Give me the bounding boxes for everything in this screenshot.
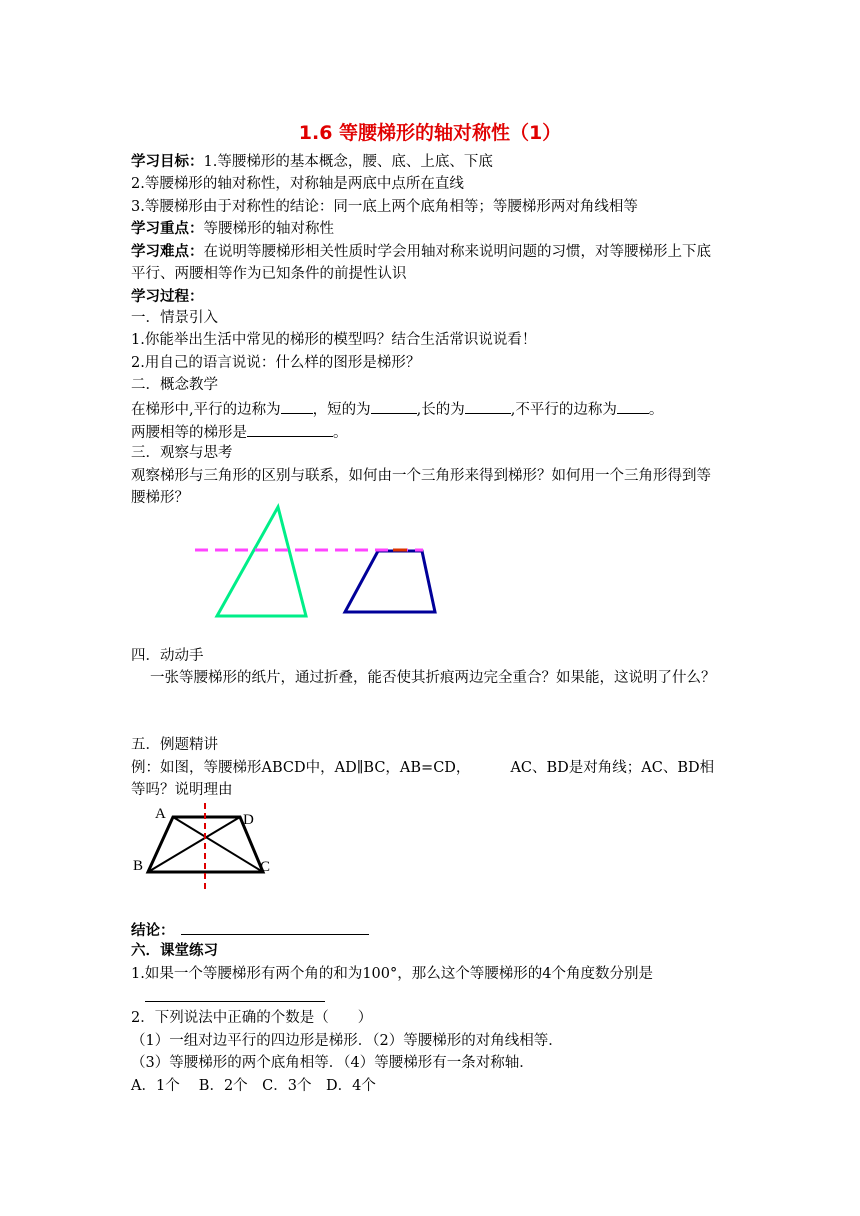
difficulty-label: 学习难点： <box>131 244 204 260</box>
goals-line-1 <box>131 151 731 173</box>
s5-heading: 五．例题精讲 <box>131 737 218 753</box>
conclusion-blank[interactable] <box>181 918 369 935</box>
s6-question-1: 1.如果一个等腰梯形有两个角的和为100°，那么这个等腰梯形的4个角度数分别是 <box>131 966 653 982</box>
difficulty-text-1: 在说明等腰梯形相关性质时学会用轴对称来说明问题的习惯，对等腰梯形上下底 <box>203 244 711 260</box>
s3-text-1: 观察梯形与三角形的区别与联系，如何由一个三角形来得到梯形？如何用一个三角形得到等 <box>131 468 711 484</box>
s2-text: 。 <box>648 402 664 418</box>
s2-text: ,长的为 <box>416 402 465 418</box>
s2-fill-blank-2 <box>131 420 731 444</box>
s5-example-line-1 <box>131 757 731 779</box>
s2-text: 。 <box>333 425 348 441</box>
s5-example-text: 例：如图，等腰梯形ABCD中，AD∥BC，AB=CD， <box>131 760 471 776</box>
trapezoid-abcd-figure <box>128 800 288 895</box>
goals-label: 学习目标： <box>131 154 204 170</box>
goals-item-2: 2.等腰梯形的轴对称性，对称轴是两底中点所在直线 <box>131 176 464 192</box>
s1-question-2: 2.用自己的语言说说：什么样的图形是梯形？ <box>131 355 421 371</box>
goals-item-1: 1.等腰梯形的基本概念，腰、底、上底、下底 <box>203 154 493 170</box>
difficulty-text-2: 平行、两腰相等作为已知条件的前提性认识 <box>131 266 407 282</box>
s2-text: ,不平行的边称为 <box>510 402 617 418</box>
s6-heading: 六．课堂练习 <box>131 943 218 959</box>
conclusion-label: 结论： <box>131 923 175 939</box>
difficulty-line-1 <box>131 241 731 263</box>
triangle-trapezoid-figure <box>185 500 455 625</box>
answer-blank[interactable] <box>145 985 325 1002</box>
s2-heading: 二．概念教学 <box>131 377 218 393</box>
answer-blank[interactable] <box>281 397 313 414</box>
conclusion-line <box>131 918 731 942</box>
s4-text: 一张等腰梯形的纸片，通过折叠，能否使其折痕两边完全重合？如果能，这说明了什么？ <box>150 670 716 686</box>
s2-text: 两腰相等的梯形是 <box>131 425 247 441</box>
s1-question-1: 1.你能举出生活中常见的梯形的模型吗？结合生活常识说说看！ <box>131 332 537 348</box>
vertex-label-c: C <box>260 859 271 875</box>
vertex-label-d: D <box>243 812 254 828</box>
answer-blank[interactable] <box>247 420 333 437</box>
s2-fill-blank-1 <box>131 397 731 421</box>
page-title: 1.6 等腰梯形的轴对称性（1） <box>298 122 562 144</box>
s6-choices: A．1个 B．2个 C．3个 D．4个 <box>131 1078 376 1094</box>
s4-heading: 四．动动手 <box>131 648 204 664</box>
vertex-label-b: B <box>133 858 144 874</box>
s5-example-line-2: 等吗？说明理由 <box>131 782 233 798</box>
answer-blank[interactable] <box>371 397 417 414</box>
s2-text: ，短的为 <box>312 402 371 418</box>
vertex-label-a: A <box>155 806 166 822</box>
answer-blank[interactable] <box>617 397 649 414</box>
s6-options-1: （1）一组对边平行的四边形是梯形．（2）等腰梯形的对角线相等． <box>131 1033 563 1049</box>
answer-blank[interactable] <box>465 397 511 414</box>
s5-example-text-cont: AC、BD是对角线；AC、BD相 <box>510 760 715 776</box>
s1-heading: 一．情景引入 <box>131 310 218 326</box>
s3-text-2: 腰梯形？ <box>131 490 189 506</box>
s2-text: 在梯形中,平行的边称为 <box>131 402 281 418</box>
s6-options-2: （3）等腰梯形的两个底角相等．（4）等腰梯形有一条对称轴． <box>131 1055 534 1071</box>
triangle-shape <box>217 507 306 616</box>
process-label: 学习过程： <box>131 289 204 305</box>
s3-heading: 三．观察与思考 <box>131 445 233 461</box>
goals-item-3: 3.等腰梯形由于对称性的结论：同一底上两个底角相等；等腰梯形两对角线相等 <box>131 199 638 215</box>
focus-text: 等腰梯形的轴对称性 <box>203 221 334 237</box>
focus-line <box>131 218 731 240</box>
s6-question-1-blank-line <box>131 985 731 1009</box>
s6-question-2: 2．下列说法中正确的个数是（ ） <box>131 1010 373 1026</box>
focus-label: 学习重点： <box>131 221 204 237</box>
trapezoid-shape <box>345 551 435 612</box>
